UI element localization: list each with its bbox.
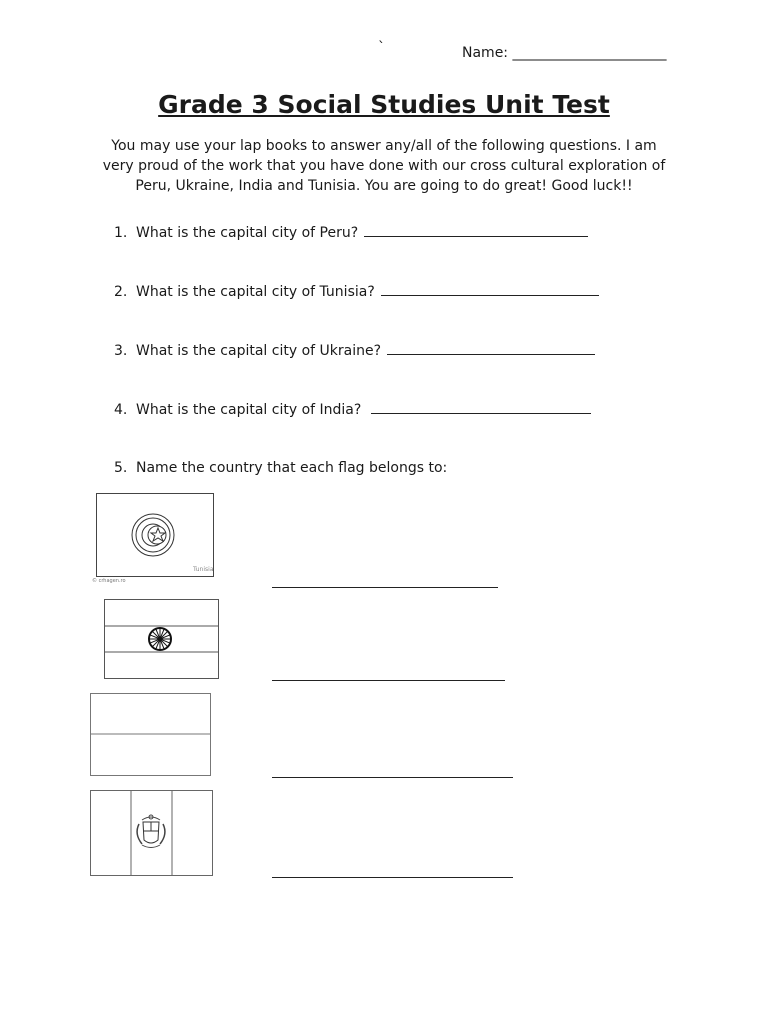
tunisia-flag-icon (96, 493, 214, 577)
question-number: 4. (114, 402, 128, 418)
backtick-mark: ` (378, 40, 385, 56)
flag-answer-line-4[interactable] (272, 877, 513, 878)
intro-paragraph: You may use your lap books to answer any/all of the following questions. I am very proud of the work that you have done with our cross cultural exploration of Peru, Ukraine, India and Tunisia. You are going to do great! Good luck!! (102, 138, 666, 194)
question-number: 2. (114, 284, 128, 300)
flag-answer-line-2[interactable] (272, 680, 505, 681)
question-number: 1. (114, 225, 128, 241)
question-number: 5. (114, 460, 128, 476)
ukraine-flag-icon (90, 693, 211, 776)
flag-answer-line-3[interactable] (272, 777, 513, 778)
question-2 (114, 283, 599, 300)
answer-blank[interactable] (371, 401, 591, 414)
question-text: What is the capital city of India? (136, 402, 362, 418)
page-title: Grade 3 Social Studies Unit Test (158, 90, 610, 119)
name-field[interactable]: Name: ______________________ (462, 45, 667, 61)
question-text: What is the capital city of Tunisia? (136, 284, 375, 300)
question-text: What is the capital city of Ukraine? (136, 343, 382, 359)
india-flag-icon (104, 599, 219, 679)
answer-blank[interactable] (364, 224, 588, 237)
answer-blank[interactable] (387, 342, 595, 355)
question-4 (114, 401, 591, 418)
question-text: Name the country that each flag belongs to: (136, 460, 448, 476)
image-credit: © crhagen.ro (92, 578, 126, 584)
flag-caption: Tunisia (193, 566, 214, 573)
answer-blank[interactable] (381, 283, 599, 296)
question-text: What is the capital city of Peru? (136, 225, 359, 241)
question-3 (114, 342, 595, 359)
question-1 (114, 224, 588, 241)
flag-answer-line-1[interactable] (272, 587, 498, 588)
peru-flag-icon (90, 790, 213, 876)
question-5 (114, 460, 447, 476)
question-number: 3. (114, 343, 128, 359)
